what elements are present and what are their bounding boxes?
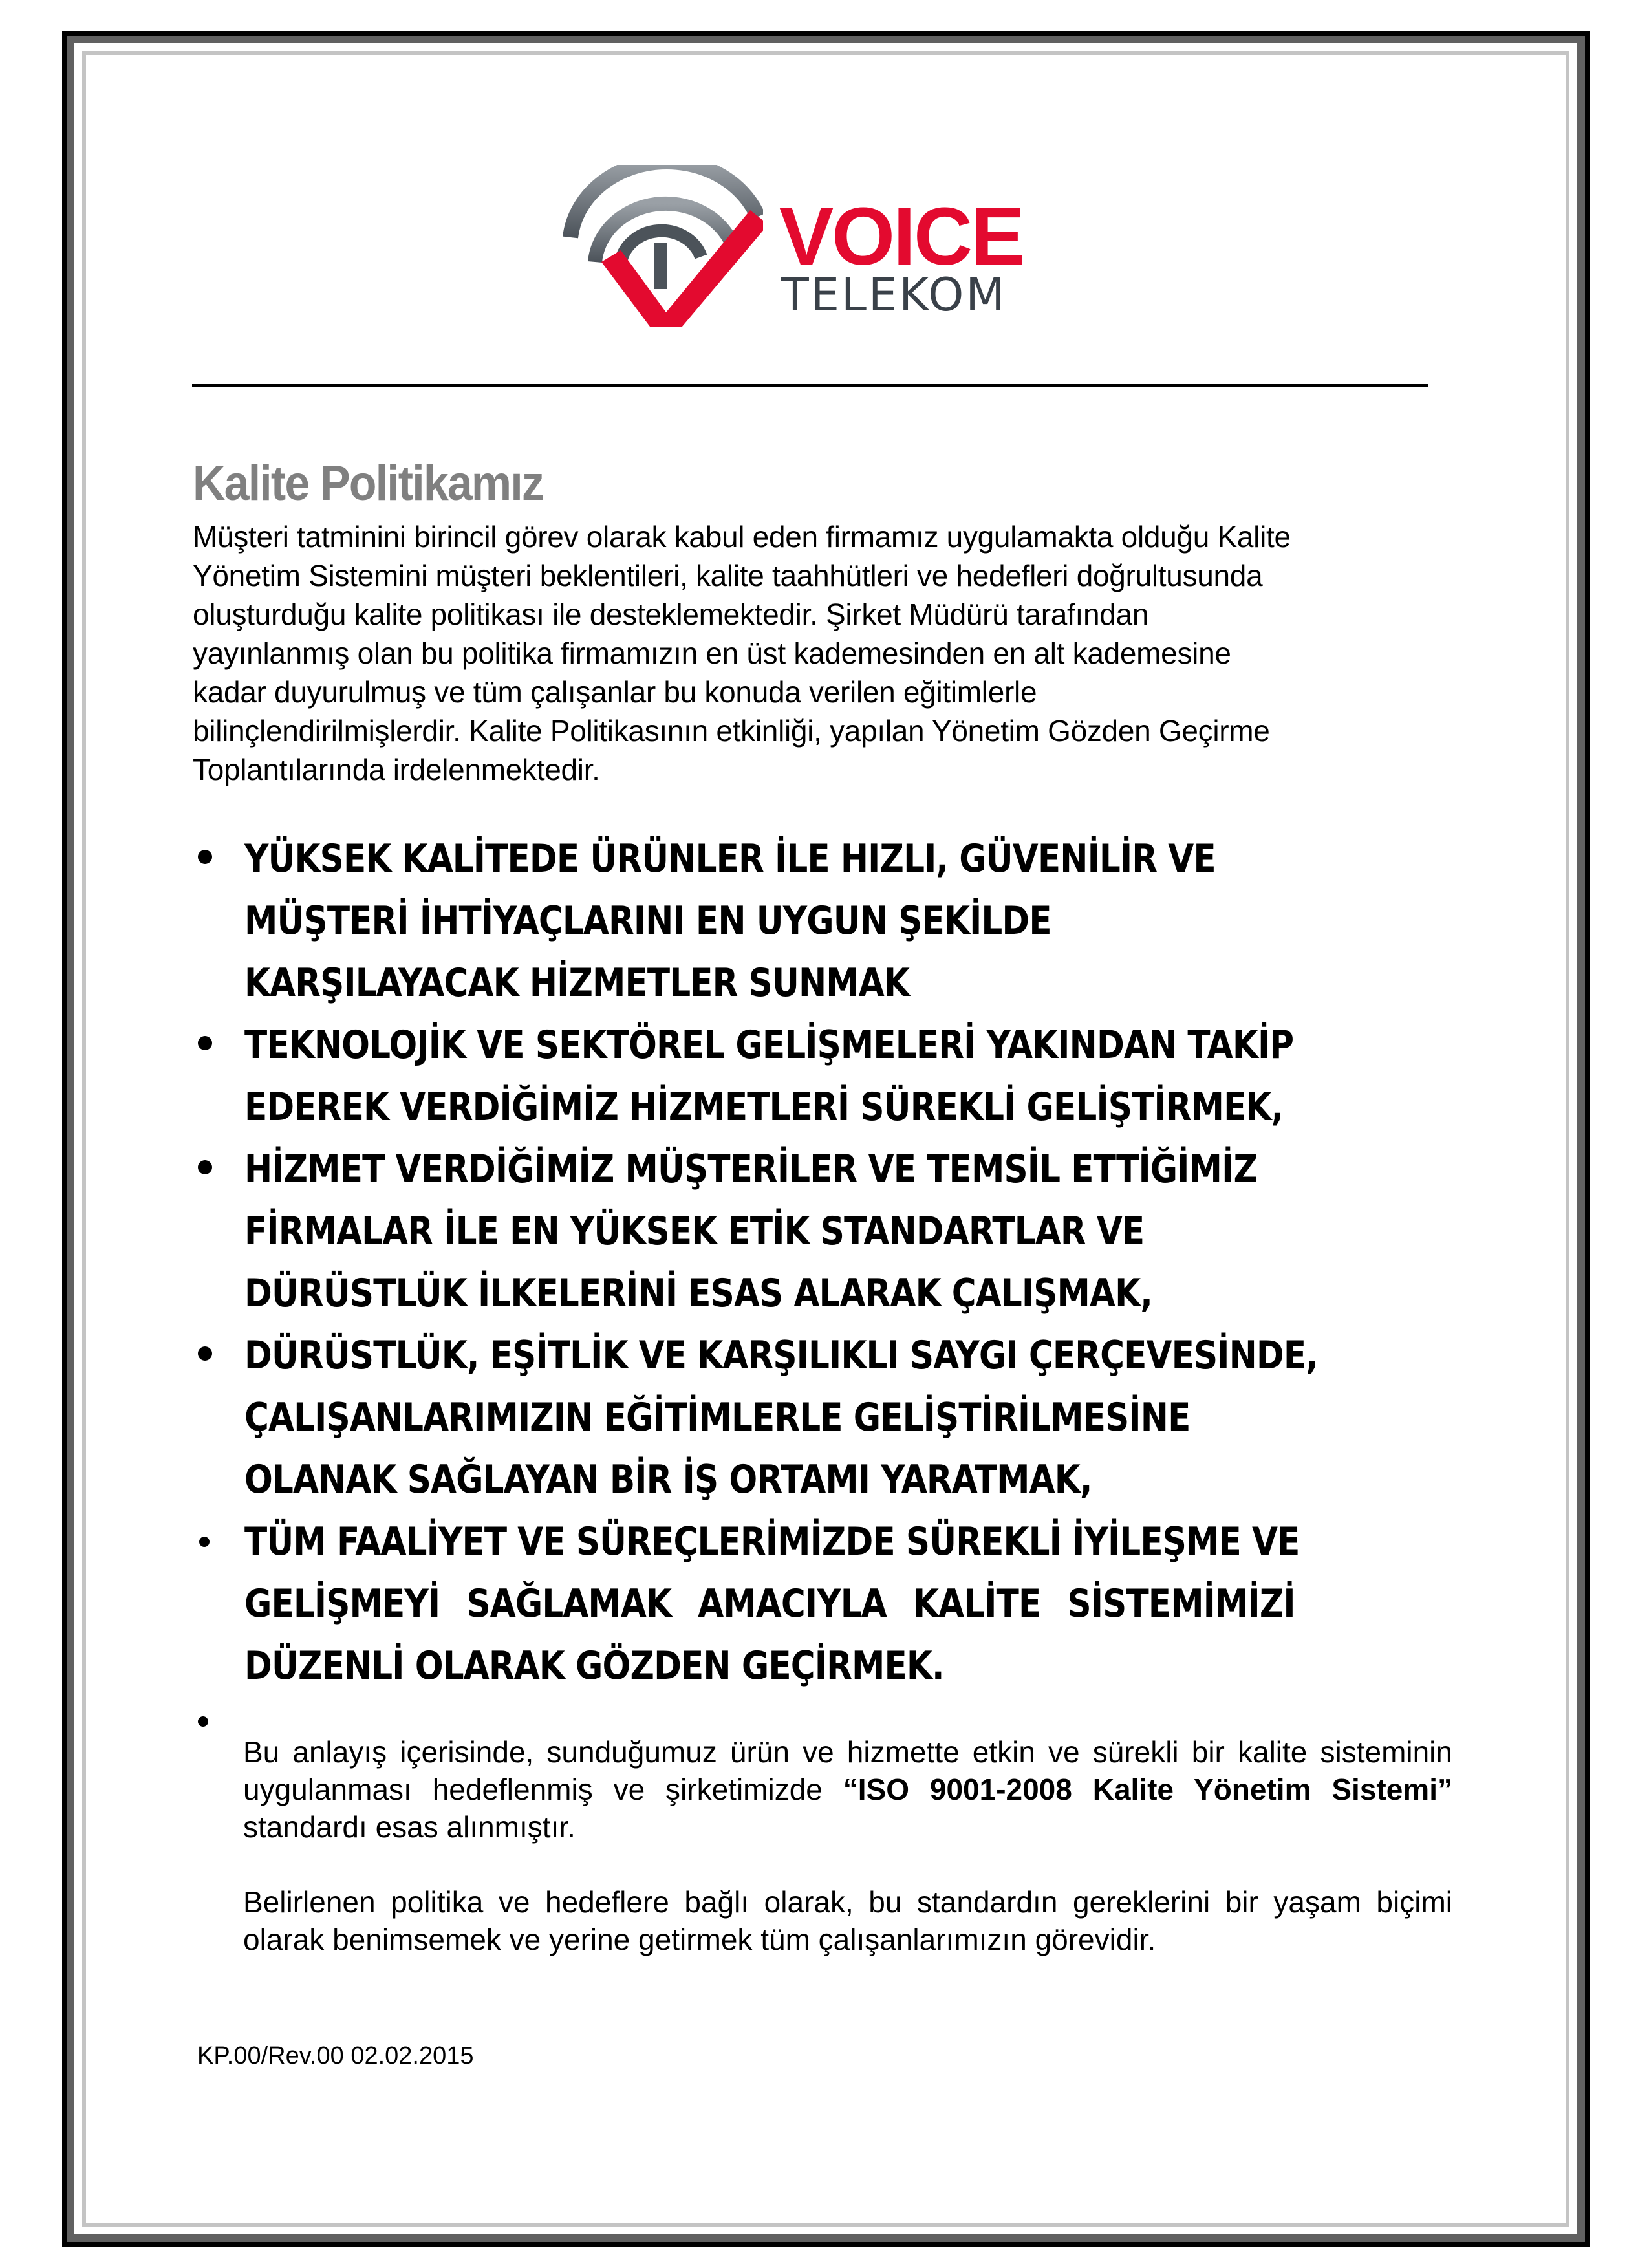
- intro-paragraph: [193, 517, 1486, 789]
- intro-line: oluşturduğu kalite politikası ile desteklemektedir. Şirket Müdürü tarafından: [193, 598, 1149, 631]
- bullet-icon: [198, 1160, 212, 1174]
- intro-line: Yönetim Sistemini müşteri beklentileri, kalite taahhütleri ve hedefleri doğrultusunda: [193, 559, 1263, 592]
- policy-line: HİZMET VERDİĞİMİZ MÜŞTERİLER VE TEMSİL ETTİĞİMİZ: [244, 1147, 1258, 1192]
- empty-bullet-icon: [198, 1716, 208, 1727]
- closing-paragraph-duty: Belirlenen politika ve hedeflere bağlı olarak, bu standardın gereklerini bir yaşam biçimi olarak benimsemek ve yerine getirmek tüm çalışanlarımızın görevidir.: [243, 1885, 1452, 1956]
- policy-line: DÜRÜSTLÜK İLKELERİNİ ESAS ALARAK ÇALIŞMAK,: [244, 1271, 1152, 1316]
- bullet-icon: [199, 1537, 210, 1547]
- company-logo: [563, 165, 1041, 327]
- policy-line: DÜRÜSTLÜK, EŞİTLİK VE KARŞILIKLI SAYGI ÇERÇEVESİNDE,: [244, 1333, 1319, 1378]
- bullet-icon: [198, 1346, 212, 1361]
- bullet-icon: [198, 850, 212, 864]
- policy-item: [188, 828, 1494, 1014]
- policy-line: DÜZENLİ OLARAK GÖZDEN GEÇİRMEK.: [244, 1643, 944, 1689]
- closing-text: Bu anlayış içerisinde, sunduğumuz ürün ve hizmette etkin ve sürekli bir kalite sisteminin uygulanması hedeflenmiş ve şirketimizde: [243, 1735, 1452, 1806]
- iso-standard-name: “ISO 9001-2008 Kalite Yönetim Sistemi”: [843, 1773, 1452, 1806]
- intro-line: Toplantılarında irdelenmektedir.: [193, 753, 600, 786]
- header-divider: [192, 384, 1428, 387]
- policy-item: [188, 1138, 1494, 1324]
- policy-line: OLANAK SAĞLAYAN BİR İŞ ORTAMI YARATMAK,: [244, 1457, 1092, 1502]
- policy-list: [188, 828, 1494, 1697]
- closing-text: standardı esas alınmıştır.: [243, 1810, 576, 1844]
- policy-item: [188, 1511, 1494, 1697]
- policy-item: [188, 1324, 1494, 1511]
- intro-line: kadar duyurulmuş ve tüm çalışanlar bu konuda verilen eğitimlerle: [193, 675, 1037, 709]
- document-revision-code: KP.00/Rev.00 02.02.2015: [197, 2042, 474, 2069]
- policy-line: TÜM FAALİYET VE SÜREÇLERİMİZDE SÜREKLİ İYİLEŞME VE: [244, 1519, 1300, 1564]
- bullet-icon: [198, 1036, 212, 1050]
- page-title: Kalite Politikamız: [193, 455, 543, 511]
- policy-line: YÜKSEK KALİTEDE ÜRÜNLER İLE HIZLI, GÜVENİLİR VE: [244, 836, 1216, 881]
- policy-line: EDEREK VERDİĞİMİZ HİZMETLERİ SÜREKLİ GELİŞTİRMEK,: [244, 1085, 1284, 1130]
- policy-line: TEKNOLOJİK VE SEKTÖREL GELİŞMELERİ YAKINDAN TAKİP: [244, 1022, 1294, 1068]
- brand-name-telekom: TELEKOM: [781, 268, 1007, 321]
- signal-check-logo-icon: [563, 165, 763, 327]
- intro-line: yayınlanmış olan bu politika firmamızın en üst kademesinden en alt kademesine: [193, 636, 1231, 670]
- policy-line: KARŞILAYACAK HİZMETLER SUNMAK: [244, 960, 910, 1006]
- policy-line: GELİŞMEYİ SAĞLAMAK AMACIYLA KALİTE SİSTEMİMİZİ: [244, 1581, 1295, 1626]
- policy-line: FİRMALAR İLE EN YÜKSEK ETİK STANDARTLAR VE: [244, 1209, 1145, 1254]
- policy-line: ÇALIŞANLARIMIZIN EĞİTİMLERLE GELİŞTİRİLMESİNE: [244, 1395, 1191, 1440]
- intro-line: Müşteri tatminini birincil görev olarak kabul eden firmamız uygulamakta olduğu Kalite: [193, 520, 1291, 554]
- policy-line: MÜŞTERİ İHTİYAÇLARINI EN UYGUN ŞEKİLDE: [244, 898, 1051, 944]
- policy-item: [188, 1014, 1494, 1138]
- closing-paragraph-iso: [243, 1733, 1452, 1846]
- brand-name-voice: VOICE: [779, 191, 1024, 282]
- intro-line: bilinçlendirilmişlerdir. Kalite Politikasının etkinliği, yapılan Yönetim Gözden Geçirme: [193, 714, 1270, 748]
- closing-section: [243, 1733, 1452, 1996]
